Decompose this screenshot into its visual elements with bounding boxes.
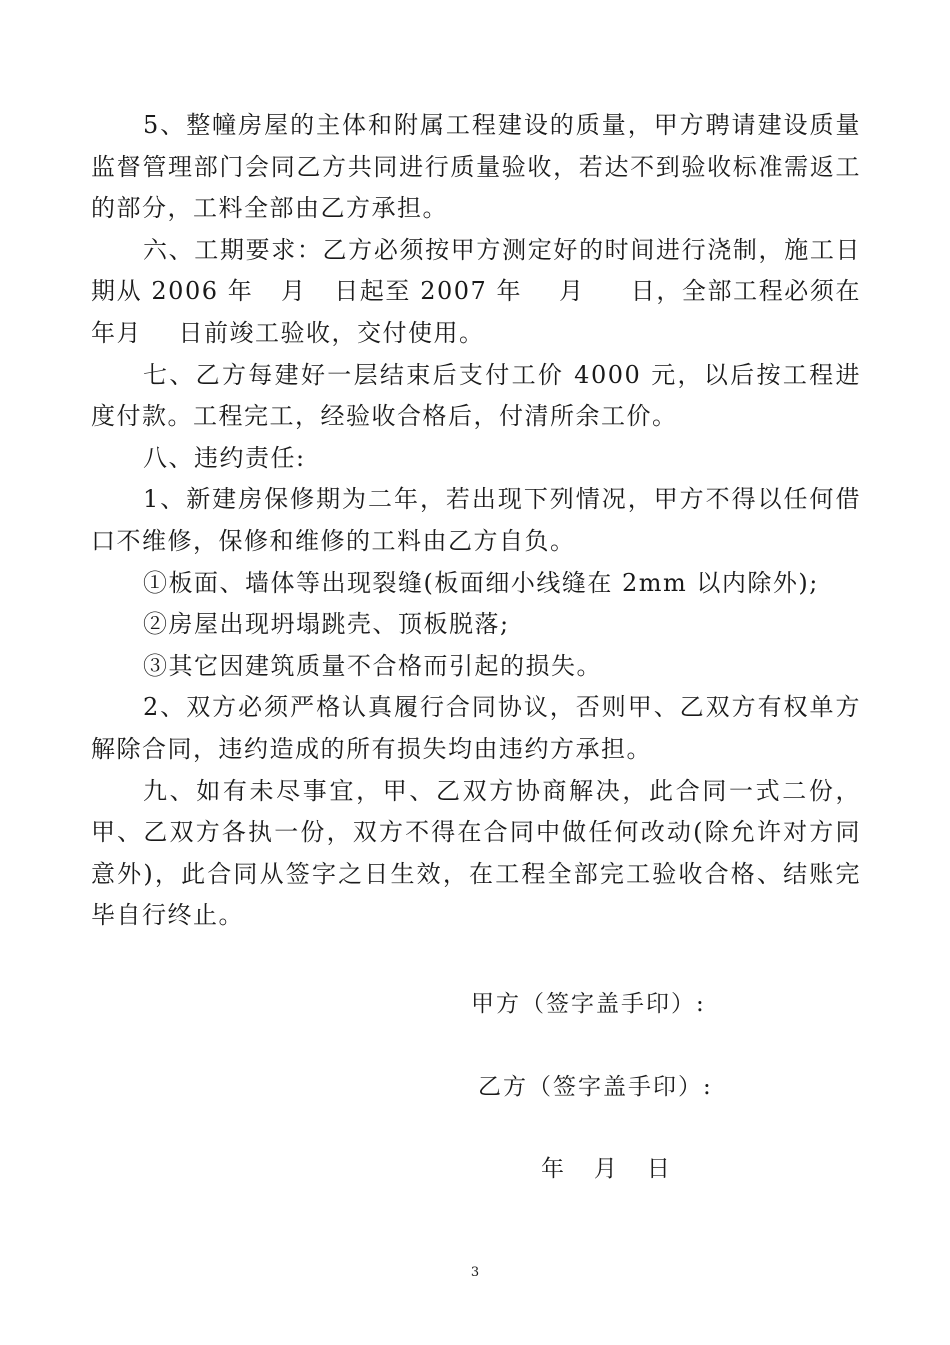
warranty-item-cracks: ①板面、墙体等出现裂缝(板面细小线缝在 2mm 以内除外); xyxy=(143,568,819,597)
party-a-signature-label: 甲方（签字盖手印）: xyxy=(471,991,706,1017)
clause-misc: 九、如有未尽事宜，甲、乙双方协商解决，此合同一式二份，甲、乙双方各执一份，双方不得在合同中做任何改动(除允许对方同意外)，此合同从签字之日生效，在工程全部完工验收合格、结账完毕自行终止。 xyxy=(91,776,861,930)
page-number: 3 xyxy=(470,1265,480,1280)
warranty-item-collapse: ②房屋出现坍塌跳壳、顶板脱落; xyxy=(143,610,510,639)
clause-breach-heading: 八、违约责任: xyxy=(143,443,306,472)
clause-warranty: 1、新建房保修期为二年，若出现下列情况，甲方不得以任何借口不维修，保修和维修的工料由乙方自负。 xyxy=(91,485,861,555)
clause-performance: 2、双方必须严格认真履行合同协议，否则甲、乙双方有权单方解除合同，违约造成的所有损失均由违约方承担。 xyxy=(91,693,861,763)
clause-quality: 5、整幢房屋的主体和附属工程建设的质量，甲方聘请建设质量监督管理部门会同乙方共同进行质量验收，若达不到验收标准需返工的部分，工料全部由乙方承担。 xyxy=(91,111,861,223)
signature-date-label: 年 月 日 xyxy=(541,1156,672,1182)
warranty-item-losses: ③其它因建筑质量不合格而引起的损失。 xyxy=(143,651,602,680)
clause-payment: 七、乙方每建好一层结束后支付工价 4000 元，以后按工程进度付款。工程完工，经验收合格后，付清所余工价。 xyxy=(91,360,861,431)
clause-schedule: 六、工期要求：乙方必须按甲方测定好的时间进行浇制，施工日期从 2006 年 月 日起至 2007 年 月 日，全部工程必须在 年月 日前竣工验收，交付使用。 xyxy=(91,235,889,347)
party-b-signature-label: 乙方（签字盖手印）: xyxy=(478,1074,713,1100)
contract-body xyxy=(91,105,889,937)
